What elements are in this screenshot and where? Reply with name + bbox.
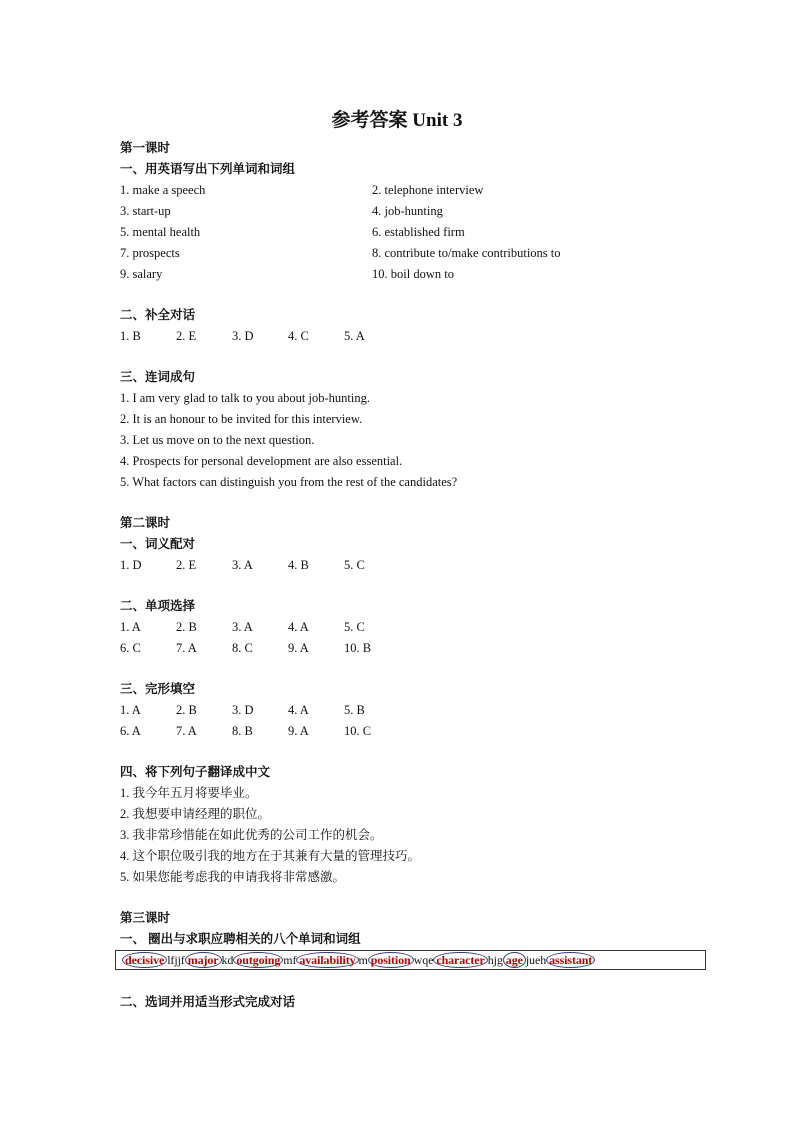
answer: 4. A xyxy=(288,703,309,717)
answer: 9. A xyxy=(288,724,309,738)
circled-word: age xyxy=(503,952,526,968)
translation: 3. 我非常珍惜能在如此优秀的公司工作的机会。 xyxy=(120,828,383,842)
lesson1-heading: 第一课时 xyxy=(120,141,171,155)
answer: 1. A xyxy=(120,703,141,717)
answer: 2. B xyxy=(176,703,197,717)
vocab-item: 8. contribute to/make contributions to xyxy=(372,246,561,260)
circled-word: assistant xyxy=(546,952,595,968)
l2-sec2-heading: 二、单项选择 xyxy=(120,599,196,613)
sentence: 2. It is an honour to be invited for this interview. xyxy=(120,412,363,426)
answer: 5. C xyxy=(344,620,365,634)
vocab-item: 4. job-hunting xyxy=(372,204,443,218)
filler-letters: jueh xyxy=(525,953,547,967)
answer: 6. A xyxy=(120,724,141,738)
answer: 1. D xyxy=(120,558,142,572)
answer: 1. A xyxy=(120,620,141,634)
vocab-item: 6. established firm xyxy=(372,225,465,239)
lesson3-heading: 第三课时 xyxy=(120,911,171,925)
vocab-item: 7. prospects xyxy=(120,246,180,260)
l3-sec2-heading: 二、选词并用适当形式完成对话 xyxy=(120,995,296,1009)
answer: 4. A xyxy=(288,620,309,634)
filler-letters: wqe xyxy=(413,953,434,967)
l2-sec4-heading: 四、将下列句子翻译成中文 xyxy=(120,765,271,779)
vocab-item: 5. mental health xyxy=(120,225,201,239)
vocab-item: 3. start-up xyxy=(120,204,171,218)
filler-letters: lfjjf xyxy=(167,953,185,967)
answer: 5. A xyxy=(344,329,365,343)
l3-sec1-heading: 一、 圈出与求职应聘相关的八个单词和词组 xyxy=(120,932,361,946)
answer: 3. A xyxy=(232,620,253,634)
translation: 5. 如果您能考虑我的申请我将非常感激。 xyxy=(120,870,346,884)
circled-word: availability xyxy=(296,952,358,968)
vocab-item: 2. telephone interview xyxy=(372,183,484,197)
answer: 10. C xyxy=(344,724,372,738)
l1-sec3-heading: 三、连词成句 xyxy=(120,370,196,384)
sentence: 4. Prospects for personal development are also essential. xyxy=(120,454,403,468)
answer: 7. A xyxy=(176,724,197,738)
filler-letters: mf xyxy=(283,953,297,967)
vocab-item: 9. salary xyxy=(120,267,163,281)
answer: 3. A xyxy=(232,558,253,572)
translation: 1. 我今年五月将要毕业。 xyxy=(120,786,258,800)
answer: 2. E xyxy=(176,329,197,343)
answer: 9. A xyxy=(288,641,309,655)
answer: 8. C xyxy=(232,641,253,655)
l1-sec2-heading: 二、补全对话 xyxy=(120,308,196,322)
circled-word: major xyxy=(185,952,222,968)
circled-word: decisive xyxy=(122,952,167,968)
vocab-item: 10. boil down to xyxy=(372,267,454,281)
translation: 4. 这个职位吸引我的地方在于其兼有大量的管理技巧。 xyxy=(120,849,421,863)
l2-sec1-heading: 一、词义配对 xyxy=(120,537,196,551)
word-search-box xyxy=(115,950,706,970)
page-title: 参考答案 Unit 3 xyxy=(331,110,463,131)
sentence: 5. What factors can distinguish you from the rest of the candidates? xyxy=(120,475,458,489)
l2-sec3-heading: 三、完形填空 xyxy=(120,682,196,696)
answer: 3. D xyxy=(232,703,254,717)
answer: 4. C xyxy=(288,329,309,343)
lesson2-heading: 第二课时 xyxy=(120,516,171,530)
answer: 7. A xyxy=(176,641,197,655)
translation: 2. 我想要申请经理的职位。 xyxy=(120,807,271,821)
answer: 8. B xyxy=(232,724,253,738)
filler-letters: hjg xyxy=(487,953,503,967)
answer: 5. C xyxy=(344,558,365,572)
answer: 10. B xyxy=(344,641,372,655)
circled-word: character xyxy=(433,952,487,968)
answer: 3. D xyxy=(232,329,254,343)
filler-letters: kd xyxy=(221,953,234,967)
answer: 6. C xyxy=(120,641,141,655)
answer: 2. B xyxy=(176,620,197,634)
sentence: 3. Let us move on to the next question. xyxy=(120,433,315,447)
vocab-item: 1. make a speech xyxy=(120,183,206,197)
sentence: 1. I am very glad to talk to you about job-hunting. xyxy=(120,391,370,405)
filler-letters: m xyxy=(358,953,368,967)
circled-word: position xyxy=(368,952,414,968)
circled-word: outgoing xyxy=(233,952,283,968)
answer: 4. B xyxy=(288,558,309,572)
answer: 2. E xyxy=(176,558,197,572)
answer: 5. B xyxy=(344,703,365,717)
answer: 1. B xyxy=(120,329,141,343)
word-search-letters xyxy=(122,953,595,968)
l1-sec1-heading: 一、用英语写出下列单词和词组 xyxy=(120,162,296,176)
